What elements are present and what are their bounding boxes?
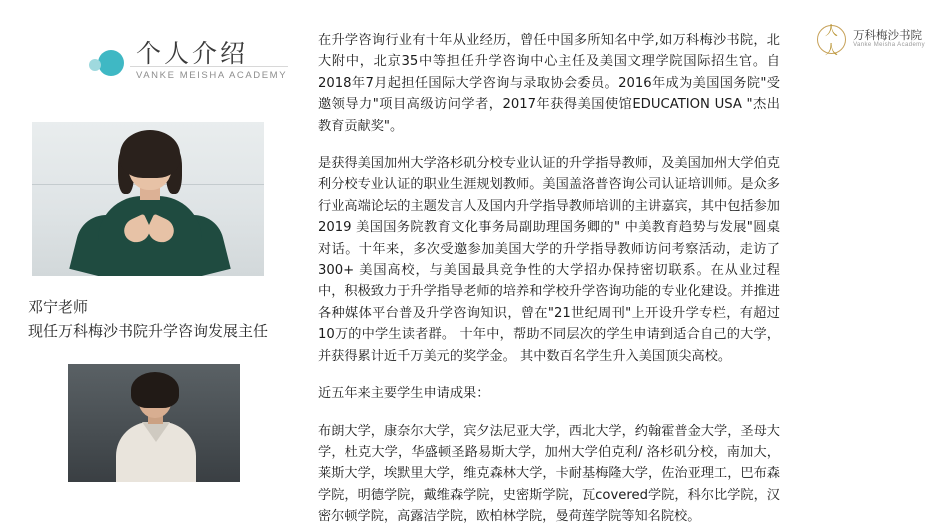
speaker-portrait-photo [32, 122, 264, 276]
bio-paragraph-3: 近五年来主要学生申请成果： [318, 386, 490, 402]
bio-paragraph-1: 在升学咨询行业有十年从业经历，曾任中国多所知名中学,如万科梅沙书院，北大附中，北京35中等担任升学咨询中心主任及美国文理学院国际招生官。自2018年7月起担任国际大学咨询与录取协会委员。2016年成为美国国务院"受邀领导力"项目高级访问学者，2017年获得美国使馆EDUCATION USA "杰出教育贡献奖"。 [318, 33, 780, 134]
webcam-hair [131, 372, 179, 408]
left-column [0, 0, 300, 482]
portrait-hair-top [120, 130, 180, 178]
slide-logo [18, 22, 286, 94]
brand-watermark [817, 24, 925, 58]
bio-paragraph-4: 布朗大学，康奈尔大学，宾夕法尼亚大学，西北大学，约翰霍普金大学，圣母大学，杜克大学，华盛顿圣路易斯大学，加州大学伯克利/ 洛杉矶分校，南加大，莱斯大学，埃默里大学，维克森林大学，卡耐基梅隆大学，佐治亚理工，巴布森学院，明德学院，戴维森学院，史密斯学院，瓦covered学院，科尔比学院，汉密尔顿学院，高露洁学院，欧柏林学院，曼荷莲学院等知名院校。 [318, 423, 780, 525]
academy-logo-icon [98, 50, 124, 76]
bio-paragraph-2: 是获得美国加州大学洛杉矶分校专业认证的升学指导教师，及美国加州大学伯克利分校专业认证的职业生涯规划教师。美国盖洛普咨询公司认证培训师。是众多行业高端论坛的主题发言人及国内升学指导教师培训的主讲嘉宾，其中包括参加2019 美国国务院教育文化事务局副助理国务卿的" 中美教育趋势与发展"圆桌对话。十年来，多次受邀参加美国大学的升学指导教师访问考察活动，走访了300+ 美国高校，与美国最具竞争性的大学招办保持密切联系。在从业过程中，积极致力于升学指导老师的培养和学校升学咨询功能的专业化建设。并推进各种媒体平台普及升学咨询知识，曾在"21世纪周刊"上开设升学专栏，有超过10万的中学生读者群。 十年中，帮助不同层次的学生申请到适合自己的大学，并获得累计近千万美元的奖学金。 其中数百名学生升入美国顶尖高校。 [318, 156, 780, 364]
page-subtitle: VANKE MEISHA ACADEMY [136, 70, 288, 81]
vanke-meisha-logo-icon [817, 24, 846, 58]
speaker-title: 现任万科梅沙书院升学咨询发展主任 [28, 322, 269, 340]
speaker-name: 邓宁老师 [28, 298, 89, 316]
brand-text-block [853, 29, 925, 49]
brand-name-en: Vanke Meisha Academy [853, 42, 925, 49]
vanke-meisha-logo-glyph: 人人 [824, 24, 837, 58]
biography-text [318, 30, 780, 528]
webcam-video-tile [68, 364, 240, 482]
brand-name-cn: 万科梅沙书院 [853, 27, 923, 42]
page-title: 个人介绍 [136, 39, 249, 68]
